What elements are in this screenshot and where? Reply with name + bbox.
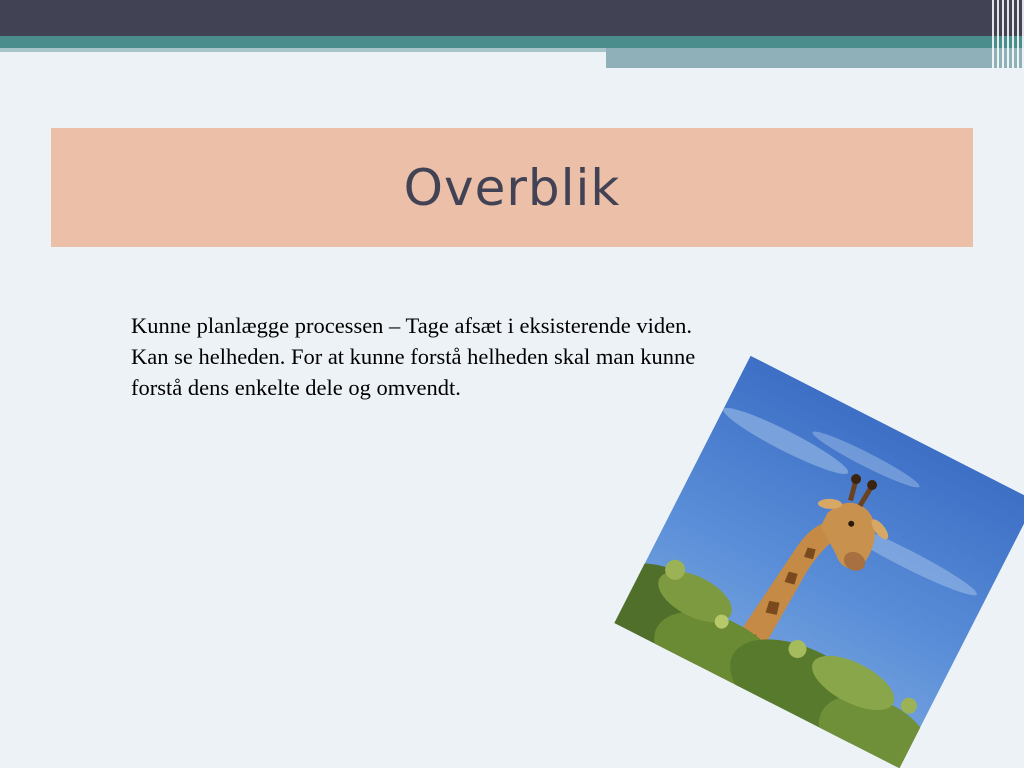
- giraffe-illustration: [614, 356, 1024, 768]
- teal-decor-lower: [606, 48, 1024, 68]
- teal-decor-thin: [0, 48, 606, 52]
- body-line-3: forstå dens enkelte dele og omvendt.: [131, 375, 461, 400]
- top-decor-bar: [0, 0, 1024, 36]
- body-line-1: Kunne planlægge processen – Tage afsæt i eksisterende viden.: [131, 313, 692, 338]
- giraffe-photo: [614, 356, 1024, 768]
- body-line-2: Kan se helheden. For at kunne forstå helheden skal man kunne: [131, 344, 696, 369]
- teal-decor-band: [0, 36, 1024, 48]
- edge-stripes-decor: [992, 0, 1024, 68]
- title-box: [51, 128, 973, 247]
- slide-title: Overblik: [403, 158, 621, 217]
